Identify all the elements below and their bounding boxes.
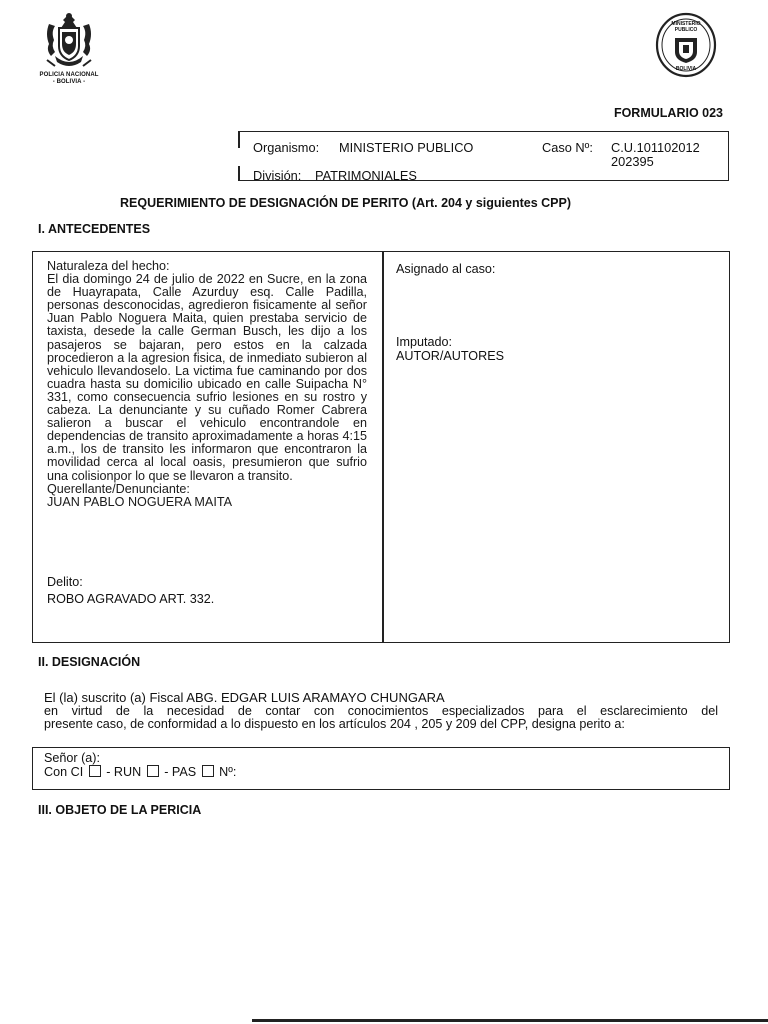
designacion-paragraph xyxy=(44,691,718,731)
column-divider xyxy=(382,252,384,642)
page-bottom-edge xyxy=(252,1019,768,1022)
senor-label: Señor (a): xyxy=(44,751,100,765)
designacion-body-line-2: presente caso, de conformidad a lo dispuesto en los artículos 204 , 205 y 209 del CPP, designa perito a: xyxy=(44,717,625,732)
form-code: FORMULARIO 023 xyxy=(613,106,723,120)
organismo-value: MINISTERIO PUBLICO xyxy=(339,140,474,155)
logo-caption-line1: POLICIA NACIONAL xyxy=(39,72,99,78)
ministerio-publico-seal xyxy=(655,12,717,78)
caso-value-1: C.U.101102012 xyxy=(611,140,700,155)
division-label: División: xyxy=(253,168,302,183)
querellante-value: JUAN PABLO NOGUERA MAITA xyxy=(47,494,232,509)
run-checkbox[interactable] xyxy=(147,765,159,777)
policia-nacional-logo xyxy=(38,10,100,92)
organismo-label: Organismo: xyxy=(253,140,320,155)
pas-label: - PAS xyxy=(164,765,197,779)
fiscal-line: El (la) suscrito (a) Fiscal ABG. EDGAR LUIS ARAMAYO CHUNGARA xyxy=(44,690,445,705)
logo-caption-line2: - BOLIVIA - xyxy=(52,79,86,85)
pas-checkbox[interactable] xyxy=(202,765,214,777)
section-objeto-heading: III. OBJETO DE LA PERICIA xyxy=(38,803,202,817)
document-title: REQUERIMIENTO DE DESIGNACIÓN DE PERITO (Art. 204 y siguientes CPP) xyxy=(120,196,572,210)
imputado-value: AUTOR/AUTORES xyxy=(396,349,504,363)
querellante-label: Querellante/Denunciante: xyxy=(47,481,190,496)
organismo-box xyxy=(238,131,729,181)
delito-value: ROBO AGRAVADO ART. 332. xyxy=(47,591,215,606)
delito-label: Delito: xyxy=(47,575,83,589)
ci-checkbox[interactable] xyxy=(89,765,101,777)
seal-text-1: MINISTERIO xyxy=(671,21,701,27)
section-designacion-heading: II. DESIGNACIÓN xyxy=(38,655,141,669)
seal-text-2: PUBLICO xyxy=(674,27,698,33)
run-label: - RUN xyxy=(106,765,142,779)
naturaleza-text: El dia domingo 24 de julio de 2022 en Sucre, en la zona de Huayrapata, Calle Azurduy esq. Calle Padilla, personas desconocidas, agredieron fisicamente al señor Juan Pablo Noguera Maita, quien prestaba servicio de taxista, desede la calle German Busch, les dijo a los pasajeros se bajaran, pero estos en la calzada procedieron a la agresion fisica, de inmediato subieron al vehiculo llevandoselo. La victima fue caminando por dos cuadra hasta su domicilio ubicado en calle Suipacha N° 331, como consecuencia sufrio lesiones en su rostro y cabeza. La denunciante y su cuñado Romer Cabrera salieron a buscar el vehiculo encontrandole en dependencias de transito aproximadamente a horas 4:15 a.m., los de transito les informaron que encontraron la movilidad cerca al local oasis, presumieron que sufrio una colisionpor lo que se llevaron a transito. xyxy=(47,272,367,483)
imputado-label: Imputado: xyxy=(396,335,453,349)
caso-value-2: 202395 xyxy=(611,154,654,169)
con-ci-label: Con CI xyxy=(44,765,84,779)
antecedentes-left-column xyxy=(47,260,367,509)
seal-text-3: BOLIVIA xyxy=(675,66,697,72)
section-antecedentes-heading: I. ANTECEDENTES xyxy=(38,222,151,236)
caso-label: Caso Nº: xyxy=(542,140,593,155)
police-emblem-icon xyxy=(41,10,97,72)
division-value: PATRIMONIALES xyxy=(315,168,417,183)
nro-label: Nº: xyxy=(219,765,237,779)
naturaleza-label: Naturaleza del hecho: xyxy=(47,259,170,273)
asignado-label: Asignado al caso: xyxy=(396,262,496,276)
designacion-body-line-1: en virtud de la necesidad de contar con conocimientos especializados para el esclarecimiento del xyxy=(44,704,718,718)
